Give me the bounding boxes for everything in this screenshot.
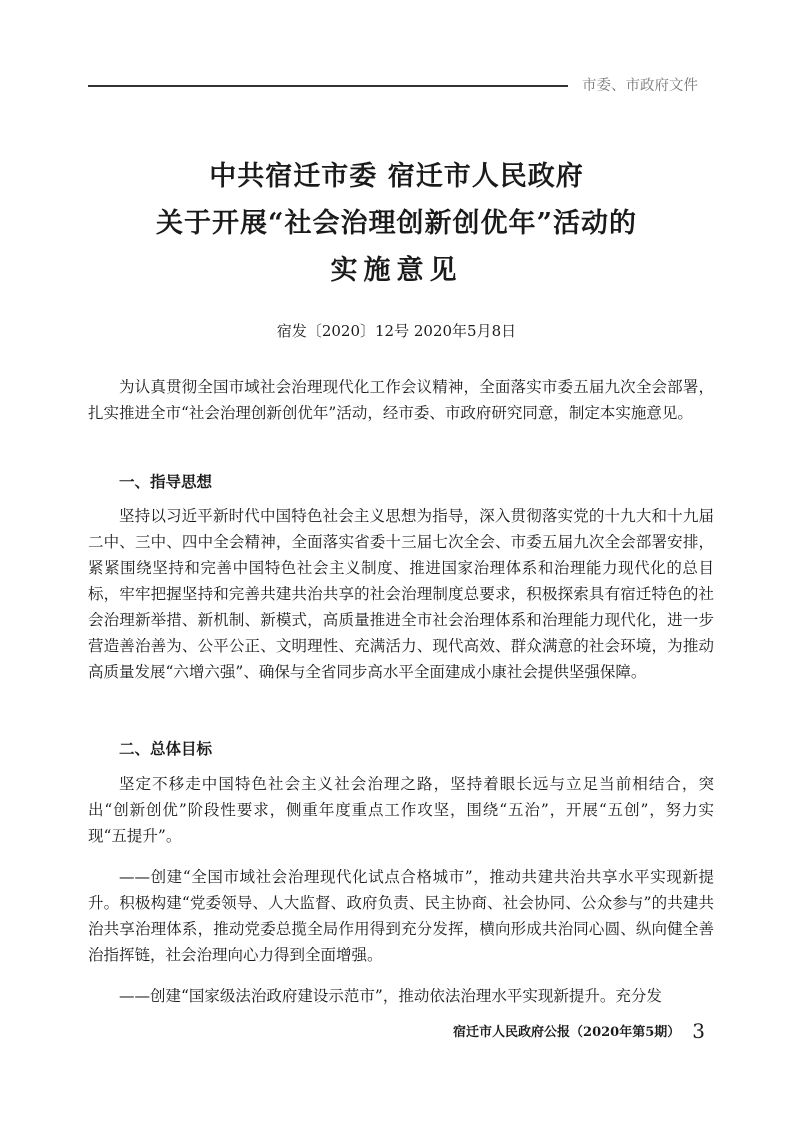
title-line-2: 关于开展“社会治理创新创优年”活动的 — [155, 208, 638, 239]
publication-name: 宿迁市人民政府公报（2020年第5期） — [453, 1025, 681, 1040]
section-heading-guiding-thought: 一、指导思想 — [119, 473, 213, 491]
intro-paragraph: 为认真贯彻全国市域社会治理现代化工作会议精神，全面落实市委五届九次全会部署，扎实推进全市“社会治理创新创优年”活动，经市委、市政府研究同意，制定本实施意见。 — [88, 378, 714, 422]
section-heading-overall-goal: 二、总体目标 — [119, 740, 213, 758]
page-footer — [453, 1019, 705, 1043]
page-number: 3 — [692, 1019, 705, 1043]
header-rule — [88, 85, 568, 87]
section-body-guiding-thought: 坚持以习近平新时代中国特色社会主义思想为指导，深入贯彻落实党的十九大和十九届二中、三中、四中全会精神，全面落实省委十三届七次全会、市委五届九次全会部署安排，紧紧围绕坚持和完善中国特色社会主义制度、推进国家治理体系和治理能力现代化的总目标，牢牢把握坚持和完善共建共治共享的社会治理制度总要求，积极探索具有宿迁特色的社会治理新举措、新机制、新模式，高质量推进全市社会治理体系和治理能力现代化，进一步营造善治善为、公平公正、文明理性、充满活力、现代高效、群众满意的社会环境，为推动高质量发展“六增六强”、确保与全省同步高水平全面建成小康社会提供坚强保障。 — [88, 507, 714, 681]
title-line-1: 中共宿迁市委 宿迁市人民政府 — [209, 161, 584, 192]
header-section-label: 市委、市政府文件 — [582, 78, 698, 94]
goal-item-2: ——创建“国家级法治政府建设示范市”，推动依法治理水平实现新提升。充分发 — [119, 987, 662, 1005]
title-line-3: 实施意见 — [330, 255, 463, 286]
goal-item-1: ——创建“全国市域社会治理现代化试点合格城市”，推动共建共治共享水平实现新提升。积极构建“党委领导、人大监督、政府负责、民主协商、社会协同、公众参与”的共建共治共享治理体系，推动党委总揽全局作用得到充分发挥，横向形成共治同心圆、纵向健全善治指挥链，社会治理向心力得到全面增强。 — [88, 868, 714, 964]
section-body-overall-goal: 坚定不移走中国特色社会主义社会治理之路，坚持着眼长远与立足当前相结合，突出“创新创优”阶段性要求，侧重年度重点工作攻坚，围绕“五治”，开展“五创”，努力实现“五提升”。 — [88, 775, 714, 845]
document-number: 宿发〔2020〕12号 2020年5月8日 — [276, 322, 517, 340]
